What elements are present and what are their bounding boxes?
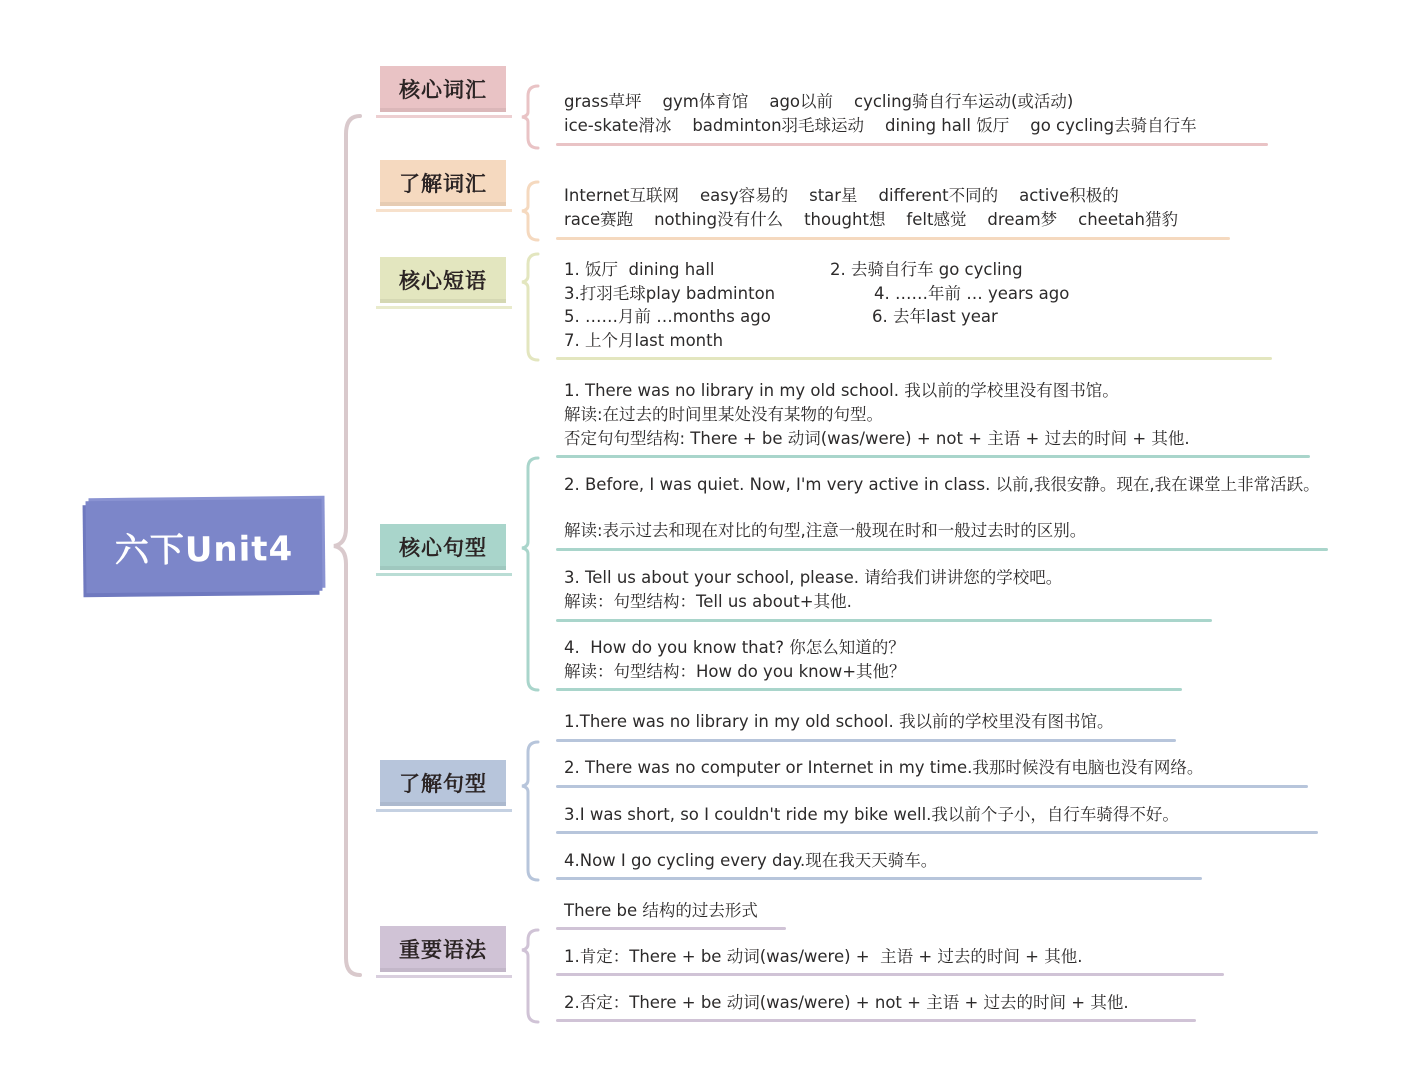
sentence-text: 3. Tell us about your school, please. 请给我们讲讲您的学校吧。 [564, 568, 1063, 587]
branch-label: 核心词汇 [399, 78, 487, 102]
root-title: 六下Unit4 [114, 528, 294, 571]
branch-label: 了解句型 [399, 772, 487, 796]
extra-sentence-underline [556, 877, 1202, 880]
grammar-underline [556, 927, 786, 930]
extra-sentence: 4.Now I go cycling every day.现在我天天骑车。 [564, 851, 938, 870]
phrase-underline [556, 357, 1272, 360]
extra-sentence-underline [556, 785, 1308, 788]
phrase-item: 7. 上个月last month [564, 331, 724, 350]
phrase-item: 5. ……月前 …months ago [564, 307, 771, 326]
sentence-underline [556, 688, 1182, 691]
branch-label: 核心句型 [399, 536, 487, 560]
phrase-item: 6. 去年last year [872, 307, 998, 326]
extra-vocab-line: Internet互联网 easy容易的 star星 different不同的 active积极的 [564, 186, 1119, 205]
sentence-underline [556, 619, 1212, 622]
root-topic[interactable] [86, 499, 323, 593]
extra-sentence: 3.I was short, so I couldn't ride my bike well.我以前个子小，自行车骑得不好。 [564, 805, 1179, 824]
vocab-underline [556, 143, 1268, 146]
sentence-text: 2. Before, I was quiet. Now, I'm very active in class. 以前,我很安静。现在,我在课堂上非常活跃。 [564, 475, 1320, 494]
sentence-note: 解读:表示过去和现在对比的句型,注意一般现在时和一般过去时的区别。 [564, 521, 1087, 540]
phrase-item: 3.打羽毛球play badminton [564, 284, 776, 303]
branch-grammar[interactable] [380, 926, 506, 972]
extra-sentence: 1.There was no library in my old school. 我以前的学校里没有图书馆。 [564, 712, 1114, 731]
phrase-item: 1. 饭厅 dining hall [564, 260, 715, 279]
sentence-note: 否定句句型结构: There + be 动词(was/were) + not + 主语 + 过去的时间 + 其他. [564, 429, 1190, 448]
vocab-line: grass草坪 gym体育馆 ago以前 cycling骑自行车运动(或活动) [564, 92, 1074, 111]
sentence-note: 解读：句型结构：Tell us about+其他. [564, 592, 852, 611]
branch-label: 重要语法 [399, 938, 487, 962]
sentence-underline [556, 548, 1328, 551]
extra-vocab-line: race赛跑 nothing没有什么 thought想 felt感觉 dream梦 cheetah猎豹 [564, 210, 1179, 229]
sentence-text: 1. There was no library in my old school. 我以前的学校里没有图书馆。 [564, 381, 1119, 400]
grammar-heading: There be 结构的过去形式 [564, 901, 758, 920]
branch-label: 了解词汇 [399, 172, 487, 196]
extra-sentence-underline [556, 739, 1176, 742]
grammar-rule: 1.肯定：There + be 动词(was/were) + 主语 + 过去的时间 + 其他. [564, 947, 1083, 966]
branch-core-phrases[interactable] [380, 257, 506, 303]
branch-extra-vocabulary[interactable] [380, 160, 506, 206]
extra-vocab-underline [556, 237, 1230, 240]
branch-core-vocabulary[interactable] [380, 66, 506, 112]
phrase-item: 2. 去骑自行车 go cycling [830, 260, 1023, 279]
vocab-line: ice-skate滑冰 badminton羽毛球运动 dining hall 饭厅 go cycling去骑自行车 [564, 116, 1197, 135]
extra-sentence-underline [556, 831, 1318, 834]
extra-sentence: 2. There was no computer or Internet in my time.我那时候没有电脑也没有网络。 [564, 758, 1204, 777]
sentence-note: 解读:在过去的时间里某处没有某物的句型。 [564, 405, 884, 424]
sentence-underline [556, 455, 1310, 458]
grammar-underline [556, 1019, 1196, 1022]
phrase-item: 4. ……年前 … years ago [874, 284, 1070, 303]
sentence-note: 解读：句型结构：How do you know+其他？ [564, 662, 906, 681]
grammar-underline [556, 973, 1224, 976]
sentence-text: 4. How do you know that? 你怎么知道的？ [564, 638, 905, 657]
branch-extra-sentences[interactable] [380, 760, 506, 806]
grammar-rule: 2.否定：There + be 动词(was/were) + not + 主语 + 过去的时间 + 其他. [564, 993, 1129, 1012]
branch-core-sentences[interactable] [380, 524, 506, 570]
branch-label: 核心短语 [399, 269, 487, 293]
